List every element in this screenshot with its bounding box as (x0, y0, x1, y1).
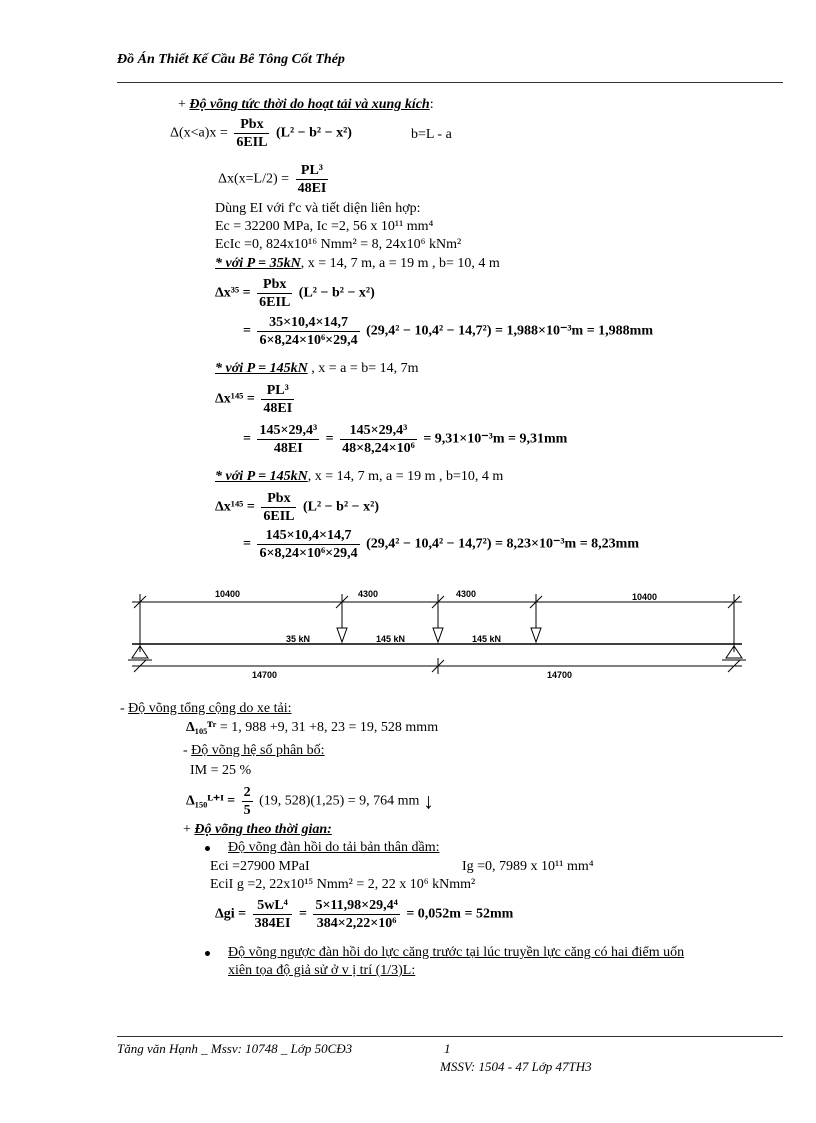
load-label-1: 35 kN (286, 634, 311, 644)
case-label: * với P = 35kN (215, 256, 301, 271)
eq-denominator: 5 (243, 803, 251, 818)
equation-145kn-offset-result: = $\frac{145\times 10,4\times 14,7}{\text{6×8,24×10⁶×29,4}}$ (29,4² − 10,4² − 14,7²) = 8,23×10⁻³m = 8,23mm (243, 528, 640, 561)
bullet-prestress-line2: xiên tọa độ giả sử ở v ị trí (1/3)L: (228, 963, 416, 978)
eq-numerator: 145×29,4³ (340, 422, 417, 440)
load-label-2: 145 kN (376, 634, 406, 644)
text-ecic: EcIc =0, 824x10¹⁶ Nmm² = 8, 24x10⁶ kNm² (215, 237, 462, 252)
equation-deflection-mid (218, 162, 331, 197)
note-b: b=L - a (411, 127, 452, 142)
bullet-title: Độ võng đàn hồi do tải bản thân dầm: (228, 840, 440, 855)
eq-numerator: 2 (243, 785, 251, 800)
span-label-1: 14700 (252, 670, 278, 680)
eq-lhs: Δx(x=L/2) = (218, 171, 290, 187)
eq-denominator: 384EI (254, 916, 291, 931)
eq-denominator: 6EIL (259, 295, 291, 310)
load-arrow-2 (433, 628, 443, 642)
eq-result: = 9,31×10⁻³m = 9,31mm (423, 431, 568, 447)
eq-lhs: Δx¹⁴⁵ = (215, 499, 255, 515)
eq-denominator: 6EIL (263, 509, 295, 524)
case-label: * với P = 145kN (215, 469, 308, 484)
eq-denominator: 6×8,24×10⁶×29,4 (259, 546, 358, 561)
footer-left: Tăng văn Hạnh _ Mssv: 10748 _ Lớp 50CĐ3 (117, 1041, 353, 1056)
text-im: IM = 25 % (190, 763, 252, 778)
eq-denominator: 48EI (263, 401, 293, 416)
load-arrow-1 (337, 628, 347, 642)
eq-parenthesis: (L² − b² − x²) (275, 125, 352, 141)
dash-marker: - (183, 743, 192, 758)
header-rule (117, 82, 783, 83)
eq-denominator: 48EI (297, 181, 327, 196)
eq-result: (29,4² − 10,4² − 14,7²) = 1,988×10⁻³m = 1,988mm (366, 323, 654, 339)
page-header-title: Đồ Án Thiết Kế Cầu Bê Tông Cốt Thép (117, 52, 345, 67)
colon: : (429, 97, 434, 112)
eq-result: (19, 528)(1,25) = 9, 764 mm (259, 793, 420, 809)
load-arrow-3 (531, 628, 541, 642)
bullet-self-weight (228, 840, 440, 856)
section-title: Độ võng tổng cộng do xe tải: (128, 701, 292, 716)
eq-denominator: 48×8,24×10⁶ (342, 441, 415, 456)
case-35kn (215, 256, 500, 272)
bullet-icon (205, 951, 210, 956)
eq-denominator: 48EI (273, 441, 303, 456)
section-title: Độ võng hệ số phân bố: (191, 743, 325, 758)
eq-numerator: 145×10,4×14,7 (257, 527, 359, 545)
text-ig: Ig =0, 7989 x 10¹¹ mm⁴ (462, 859, 594, 874)
eq-numerator: Pbx (261, 490, 296, 508)
text-ec: Ec = 32200 MPa, Ic =2, 56 x 10¹¹ mm⁴ (215, 219, 434, 234)
eq-lhs: Δ(x<a)x = (170, 125, 228, 141)
equation-deflection-general (170, 116, 352, 151)
eq-numerator: Pbx (234, 116, 269, 134)
equation-self-weight: Δgi = $\frac{\text{5wL⁴}}{384EI}$ = $\frac{\text{5×11,98×29,4⁴}}{\text{384×2,22×10⁶}}$ = 0,052m = 52mm (215, 898, 514, 931)
eq-denominator: 6×8,24×10⁶×29,4 (259, 333, 358, 348)
text-eci: Eci =27900 MPaI (210, 859, 310, 874)
beam-load-diagram (120, 580, 760, 690)
bullet-prestress-line1: Độ võng ngược đàn hồi do lực căng trước tại lúc truyền lực căng có hai điểm uốn (228, 945, 685, 960)
equation-total (186, 720, 438, 736)
eq-result: = 1, 988 +9, 31 +8, 23 = 19, 528 mmm (219, 720, 439, 735)
eq-result: (29,4² − 10,4² − 14,7²) = 8,23×10⁻³m = 8,23mm (366, 536, 640, 552)
case-params: , x = 14, 7 m, a = 19 m , b=10, 4 m (307, 469, 504, 484)
section-heading-total (120, 701, 291, 717)
eq-numerator: 35×10,4×14,7 (257, 314, 359, 332)
case-params: , x = 14, 7 m, a = 19 m , b= 10, 4 m (300, 256, 500, 271)
plus-marker: + (183, 822, 195, 837)
eq-numerator: 5×11,98×29,4⁴ (315, 898, 398, 913)
eq-numerator: 145×29,4³ (259, 423, 318, 438)
eq-lhs: Δ₁₅₀ᴸ⁺ᴵ = (186, 793, 236, 809)
section-title: Độ võng tức thời do hoạt tải và xung kích (189, 97, 430, 112)
section-heading-instant (178, 97, 434, 113)
eq-parenthesis: (L² − b² − x²) (302, 499, 379, 515)
equation-35kn-formula (215, 276, 375, 311)
dim-label-1: 10400 (215, 589, 241, 599)
text-eciig: EciI g =2, 22x10¹⁵ Nmm² = 2, 22 x 10⁶ kNmm² (210, 877, 476, 892)
equation-35kn-result: = $\frac{35\times 10,4\times 14,7}{\text{6×8,24×10⁶×29,4}}$ (29,4² − 10,4² − 14,7²) = 1,988×10⁻³m = 1,988mm (243, 315, 654, 348)
section-heading-time (183, 822, 332, 838)
load-label-3: 145 kN (472, 634, 502, 644)
down-arrow-icon: ↓ (422, 788, 434, 814)
eq-denominator: 6EIL (236, 135, 268, 150)
bullet-icon (205, 846, 210, 851)
equation-145kn-formula (215, 382, 297, 417)
eq-numerator: PL³ (296, 162, 329, 180)
footer-page-number: 1 (444, 1041, 451, 1056)
equation-145kn-offset-formula (215, 490, 379, 525)
eq-result: = 0,052m = 52mm (406, 906, 514, 922)
dim-label-4: 10400 (632, 592, 658, 602)
section-title: Độ võng theo thời gian: (194, 822, 332, 837)
text-ei: Dùng EI với f'c và tiết diện liên hợp: (215, 201, 421, 216)
plus-marker: + (178, 97, 190, 112)
dim-label-3: 4300 (456, 589, 477, 599)
section-heading-factor (183, 743, 325, 759)
case-params: , x = a = b= 14, 7m (307, 361, 419, 376)
equation-factor (186, 784, 434, 819)
eq-denominator: 384×2,22×10⁶ (316, 916, 397, 931)
eq-parenthesis: (L² − b² − x²) (298, 285, 375, 301)
footer-rule (117, 1036, 783, 1037)
footer-right: MSSV: 1504 - 47 Lớp 47TH3 (440, 1059, 592, 1074)
eq-numerator: PL³ (261, 382, 294, 400)
eq-lhs: Δgi = (215, 906, 247, 922)
span-label-2: 14700 (547, 670, 573, 680)
eq-lhs: Δx³⁵ = (215, 285, 251, 301)
eq-numerator: 5wL⁴ (253, 897, 293, 915)
dash-marker: - (120, 701, 129, 716)
case-145kn-offset (215, 469, 503, 485)
eq-lhs: Δ₁₀₅ᵀʳ (186, 720, 217, 735)
case-145kn-mid (215, 361, 419, 377)
eq-numerator: Pbx (257, 276, 292, 294)
eq-lhs: Δx¹⁴⁵ = (215, 391, 255, 407)
equation-145kn-result: = $\frac{\text{145×29,4³}}{48EI}$ = $\frac{\text{145×29,4³}}{\text{48×8,24×10⁶}}$ = 9,31×10⁻³m = 9,31mm (243, 423, 568, 456)
case-label: * với P = 145kN (215, 361, 308, 376)
dim-label-2: 4300 (358, 589, 379, 599)
